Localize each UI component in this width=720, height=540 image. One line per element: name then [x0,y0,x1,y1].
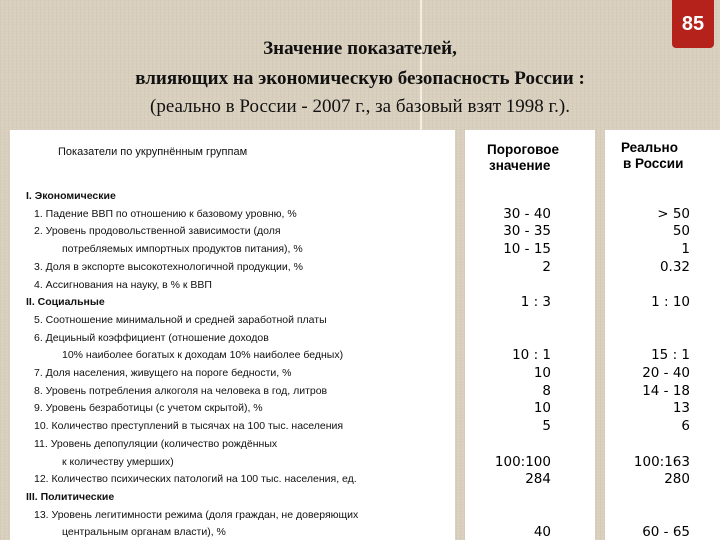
indicator-label: 10. Количество преступлений в тысячах на 100 тыс. населения [34,420,344,433]
indicator-label: потребляемых импортных продуктов питания), % [62,243,303,256]
threshold-value: 40 [533,524,551,540]
table-header: Показатели по укрупнённым группам [58,146,248,158]
actual-header-1: Реально [621,140,678,155]
actual-value: 20 - 40 [642,365,690,381]
threshold-value: 8 [542,382,551,399]
threshold-value: 100:100 [494,453,551,470]
group-heading: III. Политические [26,490,115,503]
actual-value: 100:163 [633,453,690,470]
actual-value: 50 [672,223,690,240]
threshold-value: 10 [533,400,551,417]
threshold-value: 5 [542,418,551,435]
indicator-label: 8. Уровень потребления алкоголя на человека в год, литров [34,384,328,397]
threshold-value: 2 [542,258,551,275]
threshold-value: 10 : 1 [512,347,551,364]
indicator-label: 4. Ассигнования на науку, в % к ВВП [34,278,212,291]
indicator-label: 9. Уровень безработицы (с учетом скрытой), % [34,402,263,415]
indicator-label: 13. Уровень легитимности режима (доля граждан, не доверяющих [34,508,359,521]
actual-value: 60 - 65 [642,524,690,540]
title-line-1: Значение показателей, [263,38,457,59]
actual-value: 280 [664,471,690,488]
indicator-label: 2. Уровень продовольственной зависимости (доля [34,225,281,238]
threshold-panel [465,130,595,540]
threshold-value: 10 [533,365,551,381]
indicator-label: 12. Количество психических патологий на 100 тыс. населения, ед. [34,473,357,486]
indicators-panel [10,130,455,540]
threshold-value: 30 - 35 [503,223,551,240]
actual-value: 0.32 [659,258,690,275]
indicator-label: к количеству умерших) [62,455,174,468]
indicator-label: 11. Уровень депопуляции (количество рождённых [34,437,278,450]
indicator-label: 3. Доля в экспорте высокотехнологичной продукции, % [34,260,303,273]
indicator-label: 5. Соотношение минимальной и средней заработной платы [34,313,327,326]
actual-header-2: в России [623,156,684,171]
group-heading: II. Социальные [26,296,105,309]
indicator-label: 7. Доля населения, живущего на пороге бедности, % [34,367,292,379]
title-line-3: (реально в России - 2007 г., за базовый взят 1998 г.). [150,96,570,117]
group-heading: I. Экономические [26,190,116,202]
indicator-label: 10% наиболее богатых к доходам 10% наиболее бедных) [62,349,344,362]
actual-value: 1 [681,241,690,258]
title-line-2: влияющих на экономическую безопасность России : [135,68,585,89]
threshold-header-2: значение [489,158,551,173]
actual-value: 1 : 10 [651,294,690,311]
indicator-label: 6. Дециьный коэффициент (отношение доходов [34,331,269,344]
actual-value: 15 : 1 [651,347,690,364]
indicator-label: центральным органам власти), % [62,526,226,539]
actual-value: 14 - 18 [642,382,690,399]
indicator-label: 1. Падение ВВП по отношению к базовому уровню, % [34,207,297,220]
actual-value: 13 [672,400,690,417]
threshold-header-1: Пороговое [487,142,560,157]
threshold-value: 1 : 3 [520,294,551,311]
actual-value: > 50 [657,205,690,222]
threshold-value: 10 - 15 [503,241,551,258]
slide-number-badge: 85 [672,0,714,48]
threshold-value: 30 - 40 [503,205,551,222]
threshold-value: 284 [525,471,551,488]
actual-value: 6 [681,418,690,435]
actual-panel [605,130,720,540]
